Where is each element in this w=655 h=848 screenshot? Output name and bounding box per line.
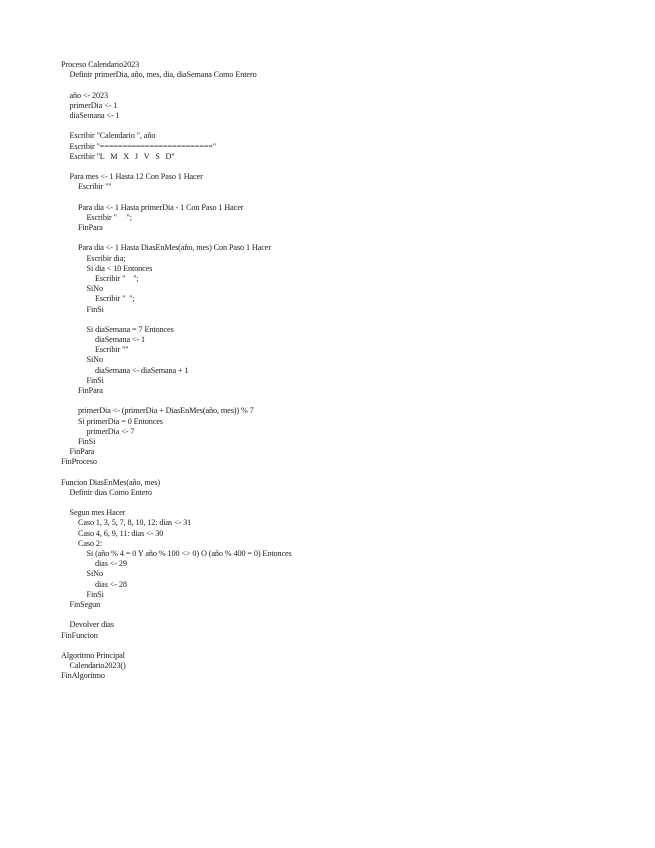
- code-line: Para dia <- 1 Hasta primerDia - 1 Con Paso 1 Hacer: [78, 202, 244, 212]
- code-line: Escribir " ";: [95, 294, 135, 304]
- code-line: FinSegun: [69, 599, 101, 609]
- code-line: dias <- 29: [95, 559, 127, 569]
- code-line: FinSi: [86, 589, 104, 599]
- code-line: Para dia <- 1 Hasta DiasEnMes(año, mes) Con Paso 1 Hacer: [78, 243, 271, 253]
- code-line: diaSemana <- diaSemana + 1: [95, 365, 189, 375]
- code-line: Definir primerDia, año, mes, dia, diaSemana Como Entero: [69, 70, 257, 80]
- code-line: Escribir " ";: [95, 273, 139, 283]
- code-line: [61, 162, 292, 172]
- code-line: diaSemana <- 1: [95, 335, 146, 345]
- code-line: primerDia <- 7: [86, 426, 135, 436]
- code-line: FinProceso: [61, 457, 97, 467]
- code-line: Caso 2:: [78, 538, 103, 548]
- code-line: [61, 468, 292, 478]
- code-line: Si primerDia = 0 Entonces: [78, 416, 163, 426]
- code-line: Segun mes Hacer: [69, 508, 126, 518]
- code-line: Si dia < 10 Entonces: [86, 263, 153, 273]
- code-line: Si diaSemana = 7 Entonces: [86, 324, 174, 334]
- code-line: [61, 396, 292, 406]
- code-line: FinAlgoritmo: [61, 671, 105, 681]
- code-line: [61, 192, 292, 202]
- code-line: año <- 2023: [69, 90, 109, 100]
- code-line: Algoritmo Principal: [61, 650, 125, 660]
- code-line: [61, 315, 292, 325]
- code-line: dias <- 28: [95, 579, 127, 589]
- code-line: primerDia <- (primerDia + DiasEnMes(año, mes)) % 7: [78, 406, 254, 416]
- code-line: [61, 498, 292, 508]
- code-line: Escribir "": [95, 345, 129, 355]
- code-line: primerDia <- 1: [69, 100, 118, 110]
- code-line: Para mes <- 1 Hasta 12 Con Paso 1 Hacer: [69, 172, 203, 182]
- code-line: Caso 1, 3, 5, 7, 8, 10, 12: dias <- 31: [78, 518, 192, 528]
- code-line: Proceso Calendario2023: [61, 60, 140, 69]
- code-line: Escribir "Calendario ", año: [69, 131, 156, 141]
- code-line: Escribir "=========================": [69, 141, 216, 151]
- code-line: [61, 121, 292, 131]
- code-line: SiNo: [86, 355, 103, 365]
- code-line: Funcion DiasEnMes(año, mes): [61, 477, 160, 487]
- code-line: FinPara: [78, 223, 103, 232]
- code-line: Si (año % 4 = 0 Y año % 100 <> 0) O (año % 400 = 0) Entonces: [86, 549, 292, 558]
- code-line: Escribir "L M X J V S D": [69, 151, 175, 161]
- code-line: Definir dias Como Entero: [69, 487, 152, 497]
- code-line: SiNo: [86, 569, 103, 579]
- code-line: FinSi: [86, 375, 104, 385]
- code-line: Devolver dias: [69, 620, 114, 630]
- code-line: Calendario2023(): [69, 661, 126, 671]
- code-line: [61, 80, 292, 90]
- code-line: FinPara: [78, 386, 103, 395]
- pseudocode-listing: [61, 60, 292, 681]
- code-line: [61, 610, 292, 620]
- code-line: FinFuncion: [61, 630, 98, 640]
- code-line: SiNo: [86, 284, 103, 294]
- code-line: FinPara: [69, 447, 95, 457]
- code-line: Escribir "": [78, 182, 112, 192]
- code-line: Escribir dia;: [86, 253, 126, 263]
- code-line: diaSemana <- 1: [69, 110, 120, 120]
- code-line: Caso 4, 6, 9, 11: dias <- 30: [78, 528, 164, 538]
- code-line: [61, 233, 292, 243]
- code-line: [61, 641, 292, 651]
- code-line: Escribir " ";: [86, 212, 132, 222]
- code-line: FinSi: [86, 304, 104, 314]
- code-line: FinSi: [78, 436, 96, 446]
